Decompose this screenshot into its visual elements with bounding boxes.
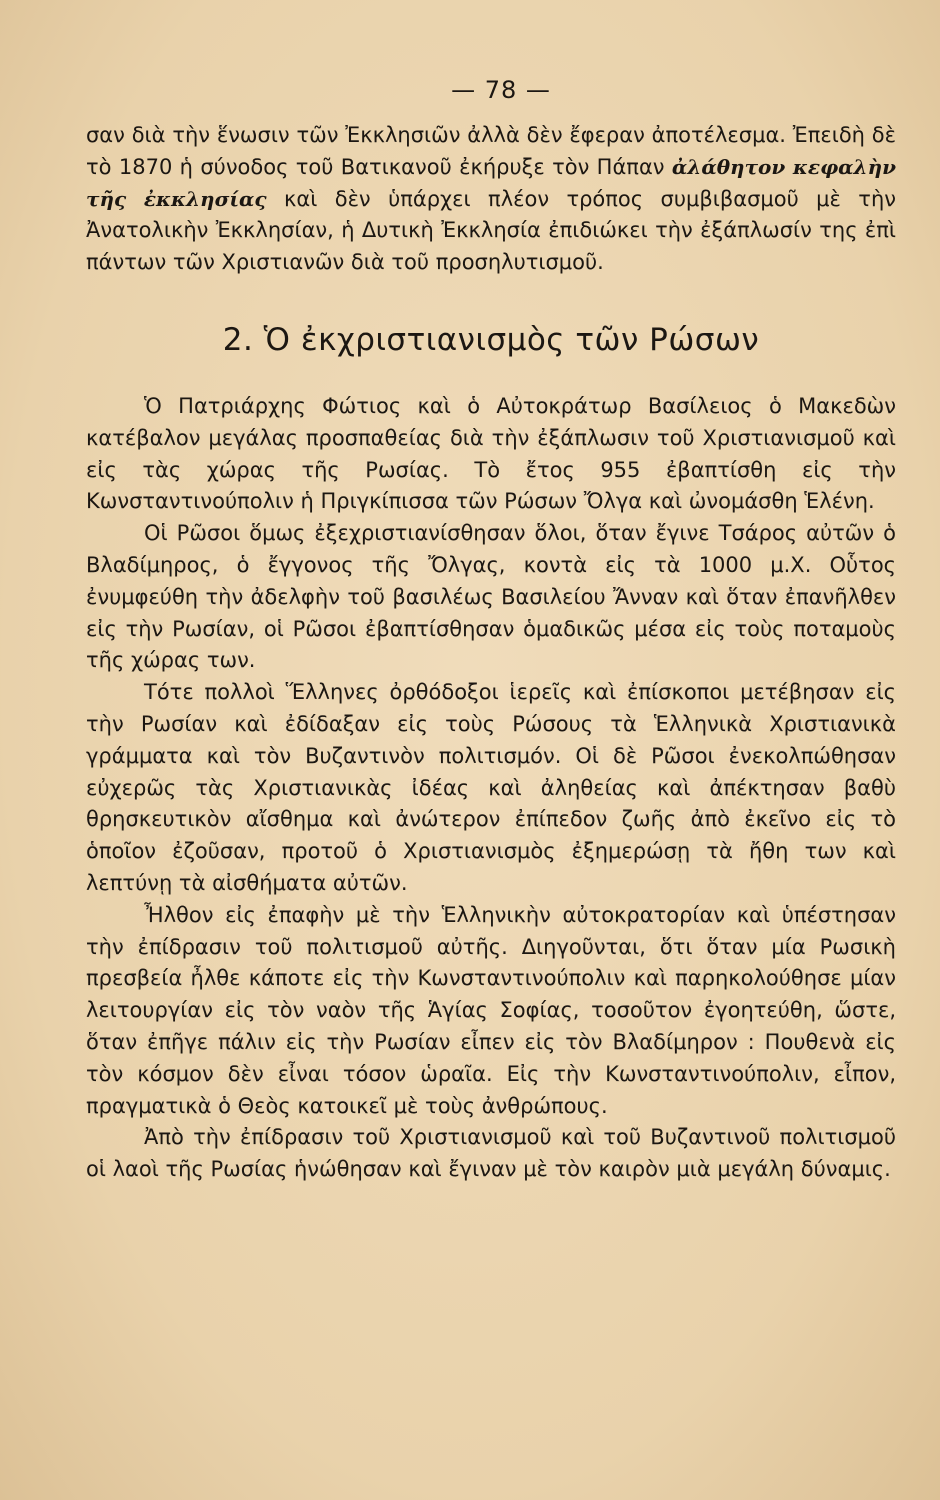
intro-text-start: σαν διὰ τὴν ἕνωσιν τῶν Ἐκκλησιῶν ἀλλὰ δὲν ἔφεραν ἀποτέλεσμα. Ἐπειδὴ δὲ τὸ 1870 ἡ σύνοδος τοῦ Βατικανοῦ ἐκήρυξε τὸν Πάπαν <box>86 123 896 179</box>
page-number: — 78 — <box>451 76 551 104</box>
intro-text-end: καὶ δὲν ὑπάρχει πλέον τρόπος συμβιβασμοῦ μὲ τὴν Ἀνατολικὴν Ἐκκλησίαν, ἡ Δυτικὴ Ἐκκλησία ἐπιδιώκει τὴν ἐξάπλωσίν της ἐπὶ πάντων τῶν Χριστιανῶν διὰ τοῦ προσηλυτισμοῦ. <box>86 186 896 275</box>
section-body <box>86 391 896 1186</box>
intro-paragraph <box>86 120 896 279</box>
section-paragraph-1: Ὁ Πατριάρχης Φώτιος καὶ ὁ Αὐτοκράτωρ Βασίλειος ὁ Μακεδὼν κατέβαλον μεγάλας προσπαθείας διὰ τὴν ἐξάπλωσιν τοῦ Χριστιανισμοῦ καὶ εἰς τὰς χώρας τῆς Ρωσίας. Τὸ ἔτος 955 ἐβαπτίσθη εἰς τὴν Κωνσταντινούπολιν ἡ Πριγκίπισσα τῶν Ρώσων Ὄλγα καὶ ὠνομάσθη Ἑλένη. <box>86 393 896 514</box>
section-paragraph-5: Ἀπὸ τὴν ἐπίδρασιν τοῦ Χριστιανισμοῦ καὶ τοῦ Βυζαντινοῦ πολιτισμοῦ οἱ λαοὶ τῆς Ρωσίας ἡνώθησαν καὶ ἔγιναν μὲ τὸν καιρὸν μιὰ μεγάλη δύναμις. <box>86 1125 896 1182</box>
intro-italic-phrase: ἀλάθητον κεφαλὴν τῆς ἐκκλησίας <box>86 154 897 211</box>
section-heading: 2. Ὁ ἐκχριστιανισμὸς τῶν Ρώσων <box>222 321 760 358</box>
book-page <box>86 70 896 1186</box>
section-paragraph-3: Τότε πολλοὶ Ἕλληνες ὀρθόδοξοι ἱερεῖς καὶ ἐπίσκοποι μετέβησαν εἰς τὴν Ρωσίαν καὶ ἐδίδαξαν εἰς τοὺς Ρώσους τὰ Ἑλληνικὰ Χριστιανικὰ γράμματα καὶ τὸν Βυζαντινὸν πολιτισμόν. Οἱ δὲ Ρῶσοι ἐνεκολπώθησαν εὐχερῶς τὰς Χριστιανικὰς ἰδέας καὶ ἀληθείας καὶ ἀπέκτησαν βαθὺ θρησκευτικὸν αἴσθημα καὶ ἀνώτερον ἐπίπεδον ζωῆς ἀπὸ ἐκεῖνο εἰς τὸ ὁποῖον ἐζοῦσαν, προτοῦ ὁ Χριστιανισμὸς ἐξημερώσῃ τὰ ἤθη των καὶ λεπτύνῃ τὰ αἰσθήματα αὐτῶν. <box>86 680 896 895</box>
section-paragraph-2: Οἱ Ρῶσοι ὅμως ἐξεχριστιανίσθησαν ὅλοι, ὅταν ἔγινε Τσάρος αὐτῶν ὁ Βλαδίμηρος, ὁ ἔγγονος τῆς Ὄλγας, κοντὰ εἰς τὰ 1000 μ.Χ. Οὗτος ἐνυμφεύθη τὴν ἀδελφὴν τοῦ βασιλέως Βασιλείου Ἄνναν καὶ ὅταν ἐπανῆλθεν εἰς τὴν Ρωσίαν, οἱ Ρῶσοι ἐβαπτίσθησαν ὁμαδικῶς μέσα εἰς τοὺς ποταμοὺς τῆς χώρας των. <box>86 521 896 673</box>
section-paragraph-4: Ἦλθον εἰς ἐπαφὴν μὲ τὴν Ἑλληνικὴν αὐτοκρατορίαν καὶ ὑπέστησαν τὴν ἐπίδρασιν τοῦ πολιτισμοῦ αὐτῆς. Διηγοῦνται, ὅτι ὅταν μία Ρωσικὴ πρεσβεία ἦλθε κάποτε εἰς τὴν Κωνσταντινούπολιν καὶ παρηκολούθησε μίαν λειτουργίαν εἰς τὸν ναὸν τῆς Ἁγίας Σοφίας, τοσοῦτον ἐγοητεύθη, ὥστε, ὅταν ἐπῆγε πάλιν εἰς τὴν Ρωσίαν εἶπεν εἰς τὸν Βλαδίμηρον : Πουθενὰ εἰς τὸν κόσμον δὲν εἶναι τόσον ὡραῖα. Εἰς τὴν Κωνσταντινούπολιν, εἶπον, πραγματικὰ ὁ Θεὸς κατοικεῖ μὲ τοὺς ἀνθρώπους. <box>86 902 896 1118</box>
